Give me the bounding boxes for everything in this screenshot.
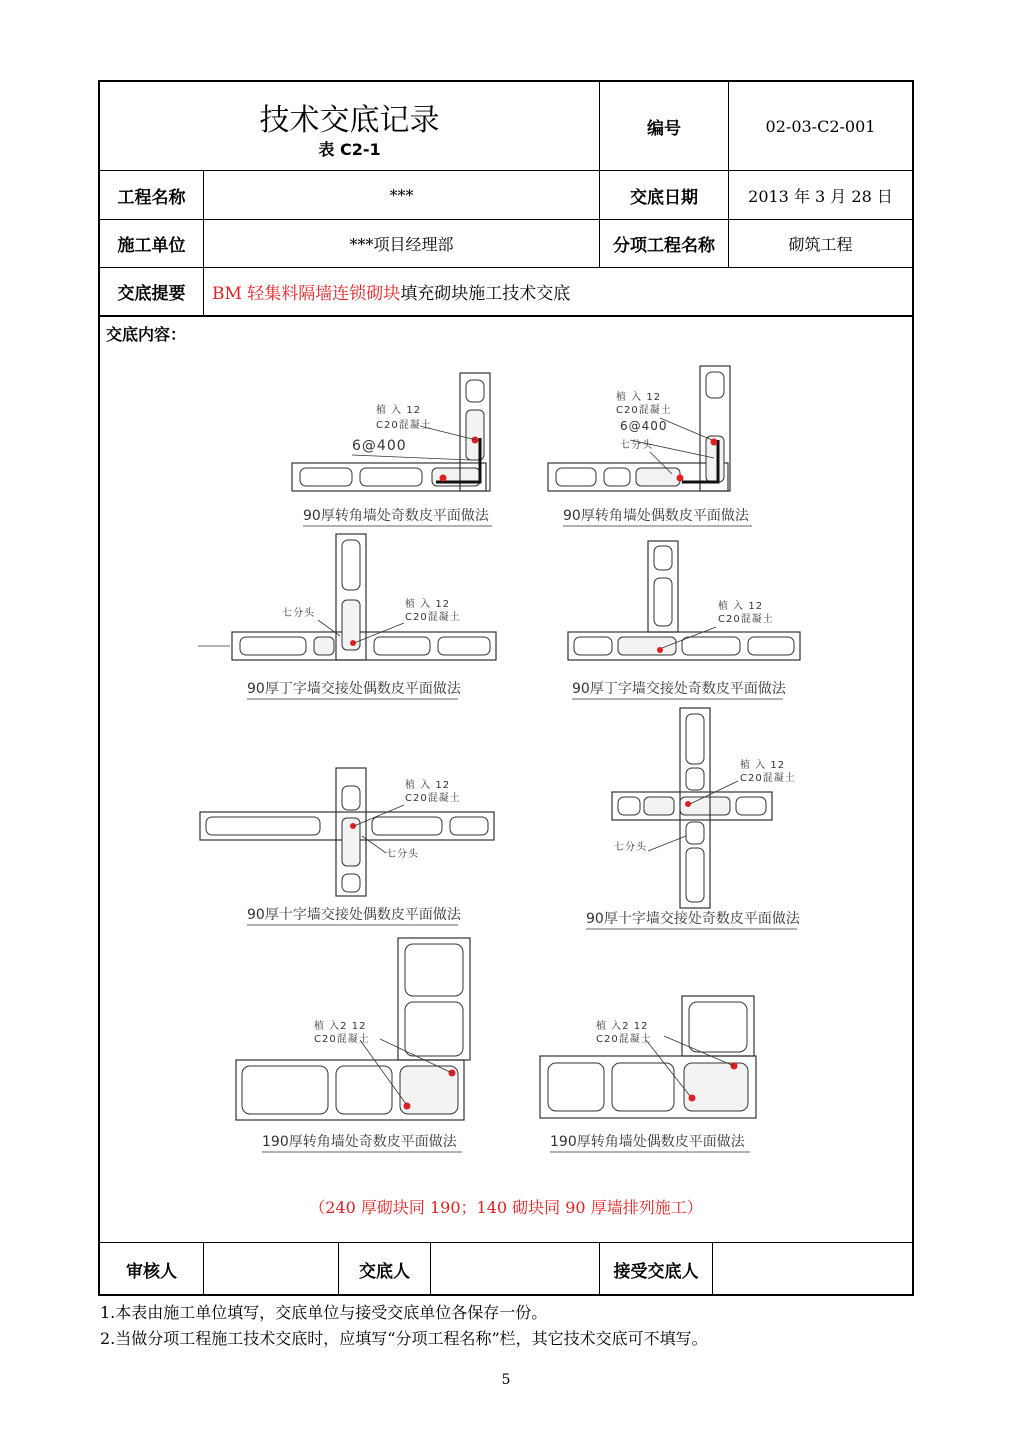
diagram-label: C20混凝土 bbox=[596, 1034, 652, 1045]
diagram-caption: 90厚转角墙处偶数皮平面做法 bbox=[563, 508, 749, 524]
diagram-90-corner-even bbox=[548, 366, 752, 526]
diagram-label: 七分头 bbox=[620, 440, 653, 451]
diagram-label: C20混凝土 bbox=[405, 612, 461, 623]
page-number: 5 bbox=[501, 1372, 511, 1388]
project-value: *** bbox=[389, 185, 414, 205]
diagram-label: C20混凝土 bbox=[616, 405, 672, 416]
diagram-label: C20混凝土 bbox=[405, 793, 461, 804]
diagram-caption: 90厚丁字墙交接处偶数皮平面做法 bbox=[247, 681, 461, 697]
subitem-value: 砌筑工程 bbox=[788, 235, 853, 254]
diagram-caption: 190厚转角墙处偶数皮平面做法 bbox=[550, 1134, 745, 1150]
diagram-label: 植 入2 12 bbox=[314, 1021, 367, 1032]
summary-black-text: 填充砌块施工技术交底 bbox=[400, 284, 571, 304]
diagram-label: 6@400 bbox=[620, 419, 668, 433]
diagram-label: C20混凝土 bbox=[718, 614, 774, 625]
diagram-label: C20混凝土 bbox=[376, 420, 432, 431]
date-label: 交底日期 bbox=[630, 187, 698, 208]
diagram-caption: 90厚十字墙交接处奇数皮平面做法 bbox=[586, 911, 800, 927]
diagram-90-t-even bbox=[198, 534, 496, 699]
reviewer-label: 审核人 bbox=[126, 1261, 177, 1282]
diagram-caption: 90厚十字墙交接处偶数皮平面做法 bbox=[247, 907, 461, 923]
subitem-label: 分项工程名称 bbox=[613, 236, 715, 256]
discloser-field[interactable] bbox=[431, 1243, 599, 1295]
diagram-label: 植 入 12 bbox=[718, 601, 764, 612]
diagram-90-t-odd bbox=[568, 541, 800, 699]
diagram-label: 植 入 12 bbox=[740, 760, 786, 771]
diagram-label: 七分头 bbox=[386, 849, 419, 860]
number-label: 编号 bbox=[647, 118, 681, 139]
diagram-label: 植 入 12 bbox=[405, 780, 451, 791]
diagram-label: 七分头 bbox=[282, 608, 315, 619]
diagram-caption: 90厚丁字墙交接处奇数皮平面做法 bbox=[572, 681, 786, 697]
page-title: 技术交底记录 bbox=[259, 103, 440, 138]
diagram-caption: 190厚转角墙处奇数皮平面做法 bbox=[262, 1134, 457, 1150]
number-value: 02-03-C2-001 bbox=[765, 116, 876, 136]
diagram-label: C20混凝土 bbox=[314, 1034, 370, 1045]
diagram-190-corner-odd bbox=[236, 938, 470, 1152]
discloser-label: 交底人 bbox=[359, 1261, 410, 1282]
diagram-label: 6@400 bbox=[352, 438, 407, 454]
content-label: 交底内容： bbox=[106, 325, 187, 344]
diagram-90-corner-odd bbox=[292, 373, 492, 526]
footnote-2: 2.当做分项工程施工技术交底时，应填写“分项工程名称”栏，其它技术交底可不填写。 bbox=[100, 1329, 708, 1348]
diagram-90-cross-even bbox=[200, 768, 494, 925]
diagram-90-cross-odd bbox=[586, 708, 801, 929]
unit-label: 施工单位 bbox=[117, 236, 186, 256]
diagram-label: 植 入2 12 bbox=[596, 1021, 649, 1032]
receiver-label: 接受交底人 bbox=[613, 1261, 699, 1282]
footnote-1: 1.本表由施工单位填写，交底单位与接受交底单位各保存一份。 bbox=[100, 1303, 548, 1322]
diagram-caption: 90厚转角墙处奇数皮平面做法 bbox=[303, 508, 489, 524]
diagram-label: 植 入 12 bbox=[405, 599, 451, 610]
diagram-label: 七分头 bbox=[614, 842, 647, 853]
project-label: 工程名称 bbox=[117, 187, 186, 208]
receiver-field[interactable] bbox=[713, 1243, 912, 1295]
date-value: 2013 年 3 月 28 日 bbox=[748, 186, 893, 206]
diagram-label: C20混凝土 bbox=[740, 773, 796, 784]
form-number: 表 C2-1 bbox=[318, 139, 381, 159]
reviewer-field[interactable] bbox=[204, 1243, 338, 1295]
diagram-190-corner-even bbox=[540, 996, 756, 1152]
summary-red-text: BM 轻集料隔墙连锁砌块 bbox=[212, 284, 401, 304]
diagram-label: 植 入 12 bbox=[616, 392, 662, 403]
red-note: （240 厚砌块同 190；140 砌块同 90 厚墙排列施工） bbox=[309, 1197, 703, 1217]
diagram-label: 植 入 12 bbox=[376, 405, 422, 416]
unit-value: ***项目经理部 bbox=[349, 235, 454, 254]
summary-label: 交底提要 bbox=[117, 284, 186, 304]
